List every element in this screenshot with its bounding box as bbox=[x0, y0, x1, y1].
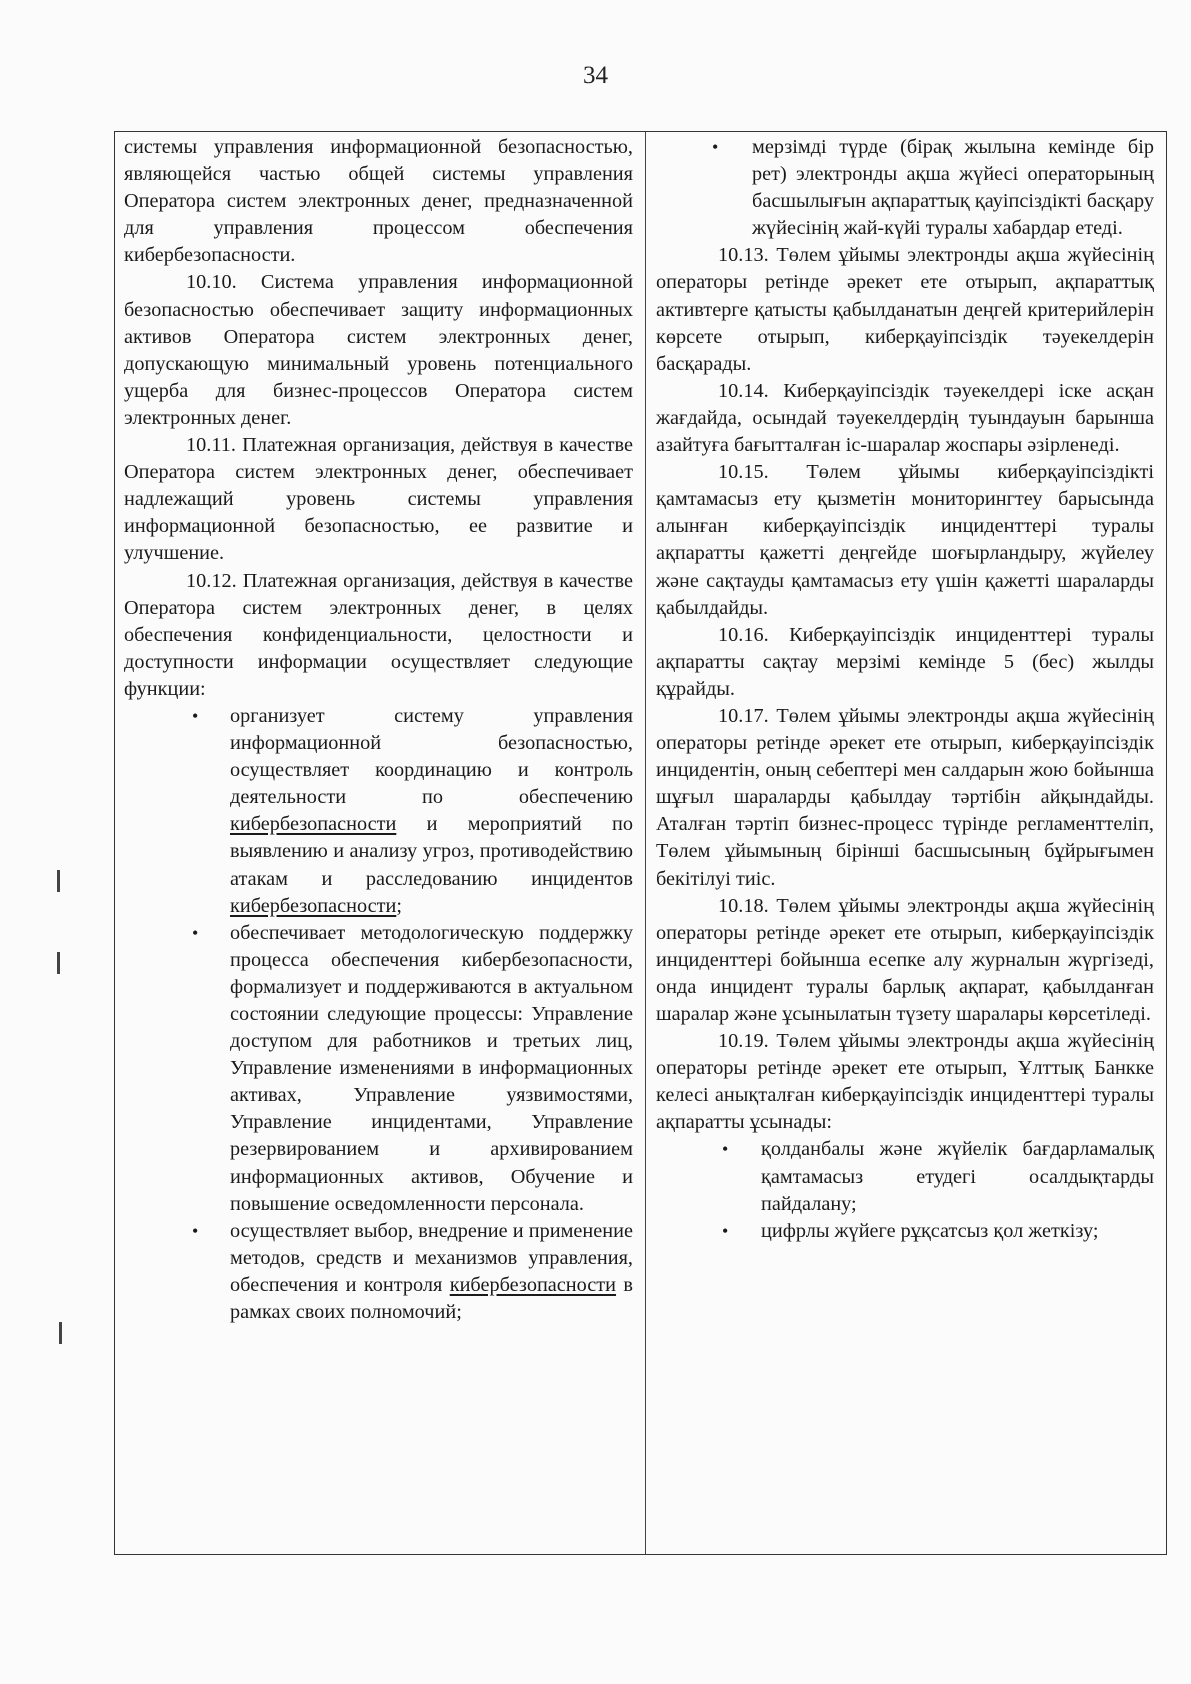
cybersecurity-link[interactable]: кибербезопасности bbox=[449, 1273, 617, 1296]
list-item-text: обеспечивает методологическую поддержку процесса обеспечения кибербезопасности, формализует и поддерживаются в актуальном состоянии следующие процессы: Управление доступом для работников и третьих лиц, Управление изменениями в информационных активах, Управление уязвимостями, Управление инцидентами, Управление резервированием и архивированием информационных активов, Обучение и повышение осведомленности персонала. bbox=[230, 921, 633, 1215]
list-item bbox=[656, 1218, 1154, 1245]
bullet-icon: • bbox=[712, 137, 719, 157]
list-item bbox=[124, 920, 633, 1218]
bilingual-table bbox=[114, 131, 1167, 1555]
paragraph-10-11: 10.11. Платежная организация, действуя в качестве Оператора систем электронных денег, обеспечивает надлежащий уровень системы управления информационной безопасностью, ее развитие и улучшение. bbox=[124, 434, 633, 565]
functions-list bbox=[124, 703, 633, 1326]
margin-revision-mark bbox=[57, 870, 60, 892]
top-list bbox=[656, 134, 1154, 242]
paragraph-10-17: 10.17. Төлем ұйымы электронды ақша жүйесінің операторы ретінде әрекет ете отырып, киберқауіпсіздік инцидентін, оның себептері мен салдарын жою бойынша шұғыл шараларды қабылдау тәртібін айқындайды. Аталған тәртіп бизнес-процесс түрінде регламенттеліп, Төлем ұйымының бірінші басшысының бұйрығымен бекітілуі тиіс. bbox=[656, 704, 1154, 890]
paragraph-10-13: 10.13. Төлем ұйымы электронды ақша жүйесінің операторы ретінде әрекет ете отырып, ақпараттық активтерге қатысты қабылданатын деңгей критерийлерін көрсете отырып, киберқауіпсіздік тәуекелдерін басқарады. bbox=[656, 244, 1154, 375]
bullet-icon: • bbox=[192, 922, 199, 943]
paragraph-10-19: 10.19. Төлем ұйымы электронды ақша жүйесінің операторы ретінде әрекет ете отырып, Ұлттық Банкке келесі анықталған киберқауіпсіздік инциденттері туралы ақпаратты ұсынады: bbox=[656, 1030, 1154, 1134]
bullet-icon: • bbox=[722, 1220, 729, 1241]
list-item-text: мерзімді түрде (бірақ жылына кемінде бір рет) электронды ақша жүйесі операторының басшылығын ақпараттық қауіпсіздікті басқару жүйесінің жай-күйі туралы хабардар етеді. bbox=[752, 136, 1154, 240]
incidents-list bbox=[656, 1136, 1154, 1244]
paragraph-10-12: 10.12. Платежная организация, действуя в качестве Оператора систем электронных денег, в целях обеспечения конфиденциальности, целостности и доступности информации осуществляет следующие функции: bbox=[124, 569, 633, 700]
paragraph-10-18: 10.18. Төлем ұйымы электронды ақша жүйесінің операторы ретінде әрекет ете отырып, киберқауіпсіздік инциденттері бойынша есепке алу журналын жүргізеді, онда инцидент туралы барлық ақпарат, қабылданған шаралар және ұсынылатын түзету шаралары көрсетіледі. bbox=[656, 894, 1154, 1025]
list-item-text: ; bbox=[396, 894, 402, 917]
list-item bbox=[656, 1136, 1154, 1217]
bullet-icon: • bbox=[192, 705, 199, 726]
paragraph-10-10: 10.10. Система управления информационной безопасностью обеспечивает защиту информационных активов Оператора систем электронных денег, допускающую минимальный уровень потенциального ущерба для бизнес-процессов Оператора систем электронных денег. bbox=[124, 271, 633, 429]
kazakh-column bbox=[646, 132, 1166, 1554]
list-item-text: осуществляет выбор, внедрение и применение методов, средств и механизмов управления, обеспечения и контроля bbox=[230, 1219, 633, 1296]
paragraph-intro: системы управления информационной безопасностью, являющейся частью общей системы управления Оператора систем электронных денег, предназначенной для управления процессом обеспечения кибербезопасности. bbox=[124, 136, 633, 267]
list-item-text: и мероприятий по выявлению и анализу угроз, противодействию атакам и расследованию инцидентов bbox=[230, 813, 633, 890]
page-number: 34 bbox=[583, 62, 608, 89]
list-item-text: цифрлы жүйеге рұқсатсыз қол жеткізу; bbox=[761, 1219, 1099, 1242]
list-item-text: организует систему управления информационной безопасностью, осуществляет координацию и контроль деятельности по обеспечению bbox=[230, 704, 633, 809]
margin-revision-mark bbox=[59, 1322, 62, 1344]
margin-revision-mark bbox=[57, 952, 60, 974]
list-item bbox=[124, 703, 633, 920]
bullet-icon: • bbox=[722, 1139, 729, 1160]
bullet-icon: • bbox=[192, 1220, 199, 1241]
list-item-text: в рамках своих полномочий; bbox=[230, 1273, 633, 1324]
paragraph-10-16: 10.16. Киберқауіпсіздік инциденттері туралы ақпаратты сақтау мерзімі кемінде 5 (бес) жылды құрайды. bbox=[656, 623, 1154, 700]
cybersecurity-link[interactable]: кибербезопасности bbox=[230, 813, 397, 836]
list-item bbox=[124, 1218, 633, 1326]
russian-column bbox=[115, 132, 646, 1554]
list-item bbox=[656, 134, 1154, 242]
list-item-text: қолданбалы және жүйелік бағдарламалық қамтамасыз етудегі осалдықтарды пайдалану; bbox=[761, 1138, 1154, 1215]
cybersecurity-link[interactable]: кибербезопасности bbox=[230, 894, 397, 917]
paragraph-10-15: 10.15. Төлем ұйымы киберқауіпсіздікті қамтамасыз ету қызметін мониторингтеу барысында алынған киберқауіпсіздік инциденттері туралы ақпаратты қажетті деңгейде шоғырландыру, жүйелеу және сақтауды қамтамасыз ету үшін қажетті шараларды қабылдайды. bbox=[656, 461, 1154, 619]
paragraph-10-14: 10.14. Киберқауіпсіздік тәуекелдері іске асқан жағдайда, осындай тәуекелдердің туындауын барынша азайтуға бағытталған іс-шаралар жоспары әзірленеді. bbox=[656, 379, 1154, 457]
